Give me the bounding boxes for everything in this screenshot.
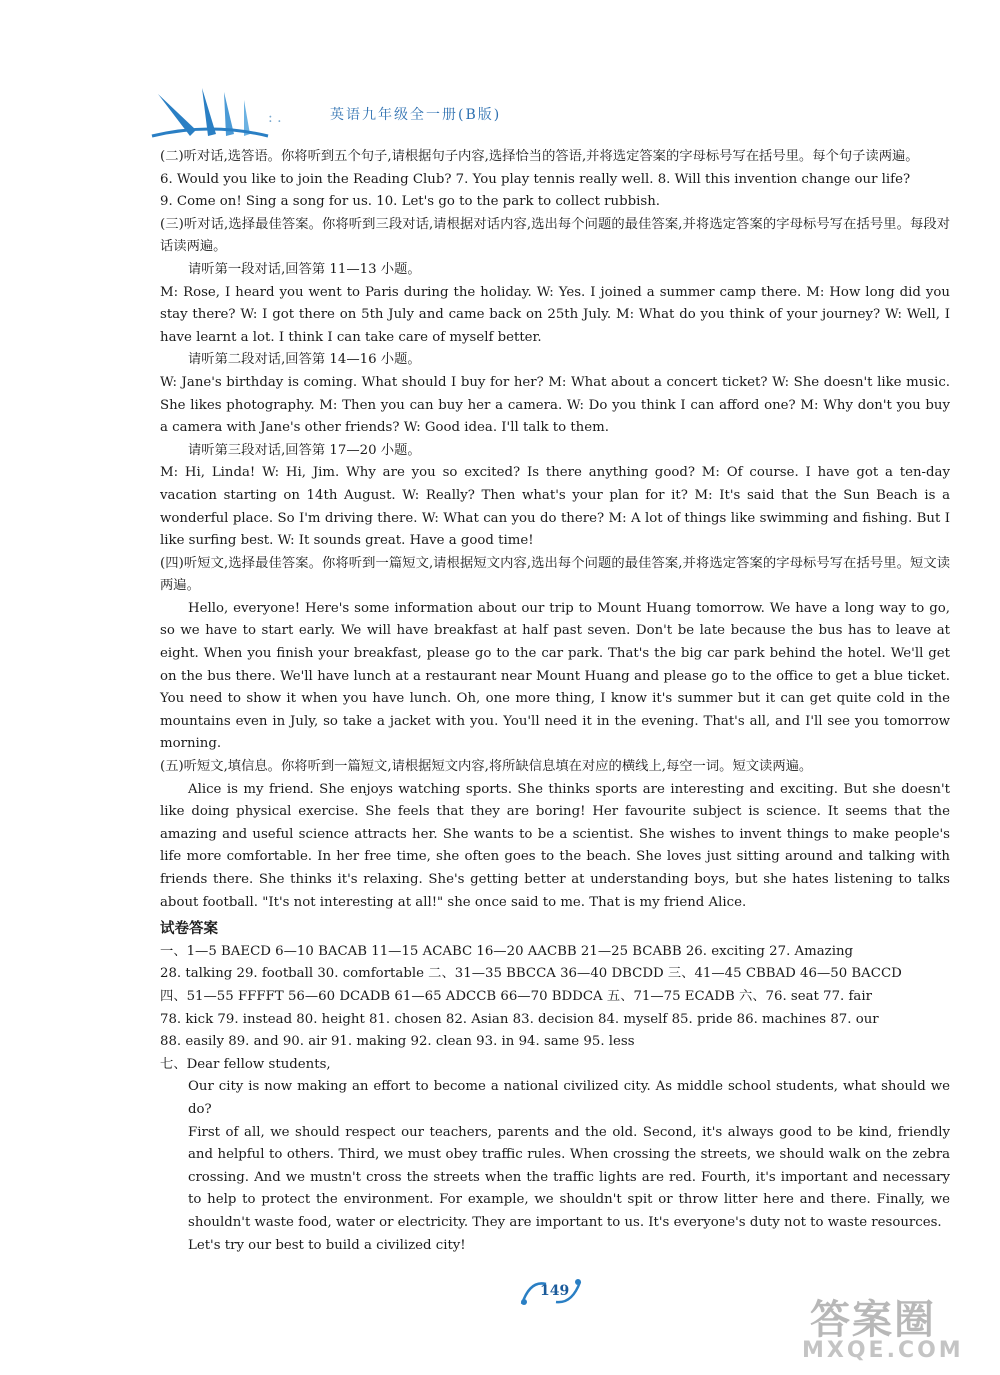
svg-text:: .: : . [268,110,282,126]
dialogue-3-text: M: Hi, Linda! W: Hi, Jim. Why are you so excited? Is there anything good? M: Of course. I have got a ten-day vacation starting on 14th August. W: Really? Then what's your plan for it? M: It's said that the Sun Beach is a wonderful place. So I'm driving there. W: What can you do there? M: A lot of things like swimming and fishing. But I like surfing best. W: It sounds great. Have a good time! [160,465,950,549]
section-5-passage: Alice is my friend. She enjoys watching sports. She thinks sports are interesting and exciting. But she doesn't like doing physical exercise. She feels that they are boring! Her favourite subject is science. It seems that the amazing and useful science attracts her. She wants to be a scientist. She wishes to invent things to make people's life more comfortable. In her free time, she often goes to the beach. She loves just sitting around and talking with friends there. She thinks it's relaxing. She's getting better at understanding boys, but she hates listening to talks about football. "It's not interesting at all!" she once said to me. That is my friend Alice. [160,781,950,910]
section-2-line-1: 6. Would you like to join the Reading Club? 7. You play tennis really well. 8. Will this invention change our life? [160,171,911,187]
dialogue-3-label: 请听第三段对话,回答第 17—20 小题。 [188,442,421,458]
essay-paragraph-2: First of all, we should respect our teachers, parents and the old. Second, it's always good to be kind, friendly and helpful to others. Third, we must obey traffic rules. When crossing the streets, we should walk on the zebra crossing. And we mustn't cross the streets when the traffic lights are red. Fourth, it's important and necessary to help to protect the environment. For example, we shouldn't spit or throw litter here and there. Finally, we shouldn't waste food, water or electricity. They are important to us. It's everyone's duty not to waste resources. [188,1124,950,1230]
section-4-heading: (四)听短文,选择最佳答案。你将听到一篇短文,请根据短文内容,选出每个问题的最佳答案,并将选定答案的字母标号写在括号里。短文读两遍。 [160,555,950,594]
answer-line-4: 78. kick 79. instead 80. height 81. chosen 82. Asian 83. decision 84. myself 85. pride 86. machines 87. our [160,1011,879,1027]
watermark [790,1288,990,1368]
dialogue-1-label: 请听第一段对话,回答第 11—13 小题。 [188,261,421,277]
essay-salutation: 七、Dear fellow students, [160,1056,331,1072]
answer-line-2: 28. talking 29. football 30. comfortable 二、31—35 BBCCA 36—40 DBCDD 三、41—45 CBBAD 46—50 BACCD [160,966,902,982]
page-number-badge [516,1274,586,1310]
page-number: 149 [540,1283,570,1299]
dialogue-2-label: 请听第二段对话,回答第 14—16 小题。 [188,352,421,368]
section-2-line-2: 9. Come on! Sing a song for us. 10. Let's go to the park to collect rubbish. [160,194,660,210]
book-title: 英语九年级全一册(B版) [330,107,502,123]
essay-paragraph-1: Our city is now making an effort to become a national civilized city. As middle school students, what should we do? [188,1079,950,1117]
watermark-url: MXQE.COM [802,1338,964,1363]
essay-paragraph-3: Let's try our best to build a civilized city! [188,1237,466,1253]
book-logo-icon [150,82,290,144]
section-2-heading: (二)听对话,选答语。你将听到五个句子,请根据句子内容,选择恰当的答语,并将选定答案的字母标号写在括号里。每个句子读两遍。 [160,149,919,164]
page-header [150,82,710,144]
answer-line-3: 四、51—55 FFFFT 56—60 DCADB 61—65 ADCCB 66—70 BDDCA 五、71—75 ECADB 六、76. seat 77. fair [160,988,872,1004]
answer-line-5: 88. easily 89. and 90. air 91. making 92. clean 93. in 94. same 95. less [160,1034,635,1050]
page-body [160,146,950,1257]
dialogue-2-text: W: Jane's birthday is coming. What should I buy for her? M: What about a concert ticket? W: She doesn't like music. She likes photography. M: Then you can buy her a camera. W: Do you think I can afford one? M: Why don't you buy a camera with Jane's other friends? W: Good idea. I'll talk to them. [160,374,950,436]
section-3-heading: (三)听对话,选择最佳答案。你将听到三段对话,请根据对话内容,选出每个问题的最佳答案,并将选定答案的字母标号写在括号里。每段对话读两遍。 [160,216,950,255]
dialogue-1-text: M: Rose, I heard you went to Paris during the holiday. W: Yes. I joined a summer camp there. M: How long did you stay there? W: I got there on 5th July and came back on 25th July. M: What do you think of your journey? W: Well, I have learnt a lot. I think I can take care of myself better. [160,284,950,345]
section-5-heading: (五)听短文,填信息。你将听到一篇短文,请根据短文内容,将所缺信息填在对应的横线上,每空一词。短文读两遍。 [160,759,813,775]
answers-title: 试卷答案 [160,921,218,938]
watermark-logo-text: 答案圈 [810,1297,936,1343]
section-4-passage: Hello, everyone! Here's some information about our trip to Mount Huang tomorrow. We have a long way to go, so we have to start early. We will have breakfast at half past seven. Don't be late because the bus has to leave at eight. When you finish your breakfast, please go to the car park. That's the big car park behind the hotel. We'll get on the bus there. We'll have lunch at a restaurant near Mount Huang and please go to the office to get a blue ticket. You need to show it when you have lunch. Oh, one more thing, I know it's summer but it can get quite cold in the mountains even in July, so take a jacket with you. You'll need it in the evening. That's all, and I'll see you tomorrow morning. [160,600,950,752]
answer-line-1: 一、1—5 BAECD 6—10 BACAB 11—15 ACABC 16—20 AACBB 21—25 BCABB 26. exciting 27. Amazing [160,943,854,959]
